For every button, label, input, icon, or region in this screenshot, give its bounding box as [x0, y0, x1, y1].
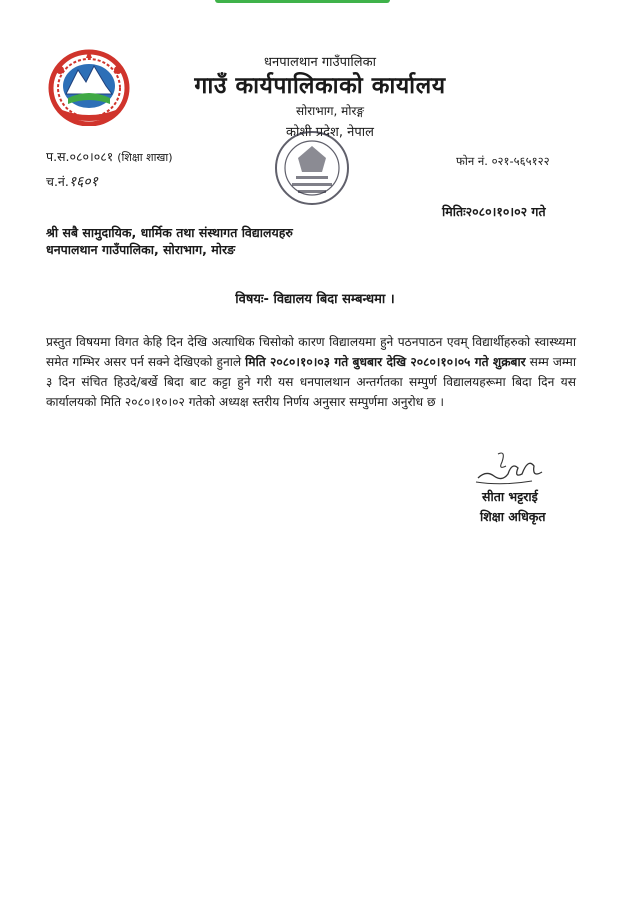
office-seal-stamp [272, 128, 352, 208]
dispatch-handwritten-number: १६०१ [68, 174, 98, 190]
dispatch-label: च.नं. [46, 174, 69, 189]
letter-subject: विषयः- विद्यालय बिदा सम्बन्धमा । [235, 292, 395, 307]
reference-number [46, 148, 173, 165]
body-bold-dates: मिति २०८०।१०।०३ गते बुधबार देखि २०८०।१०।०५ गते शुक्रबार [245, 355, 526, 369]
department-label: (शिक्षा शाखा) [117, 151, 173, 164]
signatory-title: शिक्षा अधिकृत [480, 509, 546, 524]
signatory-name: सीता भट्टराई [482, 489, 538, 504]
office-title: गाउँ कार्यपालिकाको कार्यालय [194, 73, 446, 99]
signature-scribble-icon [472, 448, 562, 490]
body-part-1: प्रस्तुत विषयमा विगत केहि दिन देखि अत्याधिक चिसोको कारण विद्यालयमा हुने पठनपाठन एवम् विद्यार्थीहरुको स्वास्थ्यमा समेत गम्भिर असर पर्न सक्ने देखिएको हुनाले [46, 335, 576, 369]
letter-date: मितिः२०८०।१०।०२ गते [442, 204, 546, 219]
recipient-line-1: श्री सबै सामुदायिक, धार्मिक तथा संस्थागत विद्यालयहरु [46, 225, 293, 240]
letter-body [46, 332, 576, 412]
office-province: कोशी प्रदेश, नेपाल [286, 125, 374, 140]
dispatch-number [46, 172, 98, 191]
phone-number: फोन नं. ०२१-५६५१२२ [456, 154, 550, 168]
reference-code: प.स.०८०।०८१ [46, 149, 114, 164]
scan-edge-strip [215, 0, 390, 3]
municipality-name: धनपालथान गाउँपालिका [264, 55, 376, 70]
office-location: सोराभाग, मोरङ्ग [296, 104, 364, 118]
body-part-2: सम्म जम्मा ३ दिन संचित हिउदे/बर्खे बिदा बाट कट्टा हुने गरी यस धनपालथान अन्तर्गतका सम्पुर्ण विद्यालयहरूमा बिदा दिन यस कार्यालयको मिति २०८०।१०।०२ गतेको अध्यक्ष स्तरीय निर्णय अनुसार सम्पुर्णमा अनुरोध छ । [46, 355, 576, 409]
recipient-line-2: धनपालथान गाउँपालिका, सोराभाग, मोरङ [46, 242, 236, 257]
